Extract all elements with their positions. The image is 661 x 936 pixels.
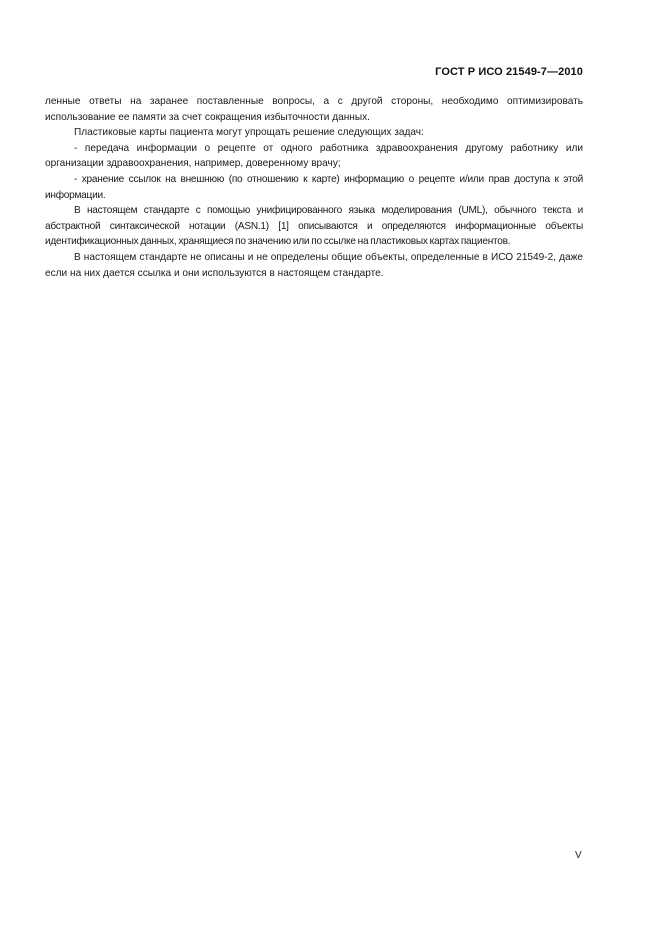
paragraph-common-objects: В настоящем стандарте не описаны и не определены общие объекты, определенные в ИСО 21549-2, даже если на них дается ссылка и они используются в настоящем стандарте. [45, 251, 583, 279]
list-item-prescription-transfer: - передача информации о рецепте от одного работника здравоохранения другому работнику или организации здравоохранения, например, доверенному врачу; [45, 142, 583, 170]
paragraph-continuation: ленные ответы на заранее поставленные вопросы, а с другой стороны, необходимо оптимизировать использование ее памяти за счет сокращения избыточности данных. [45, 96, 583, 123]
paragraph-tasks-intro: Пластиковые карты пациента могут упрощать решение следующих задач: [74, 127, 424, 139]
body-text [45, 94, 583, 281]
standard-designation-header: ГОСТ Р ИСО 21549-7—2010 [435, 66, 583, 78]
paragraph-standard-scope: В настоящем стандарте с помощью унифицированного языка моделирования (UML), обычного текста и абстрактной синтаксической нотации (ASN.1) [1] описываются и определяются информационные объекты идентификационных данных, хранящиеся по значению или по ссылке на пластиковых картах пациентов. [45, 205, 583, 248]
page-number: V [575, 850, 582, 861]
list-item-reference-storage: - хранение ссылок на внешнюю (по отношению к карте) информацию о рецепте и/или прав доступа к этой информации. [45, 173, 583, 201]
